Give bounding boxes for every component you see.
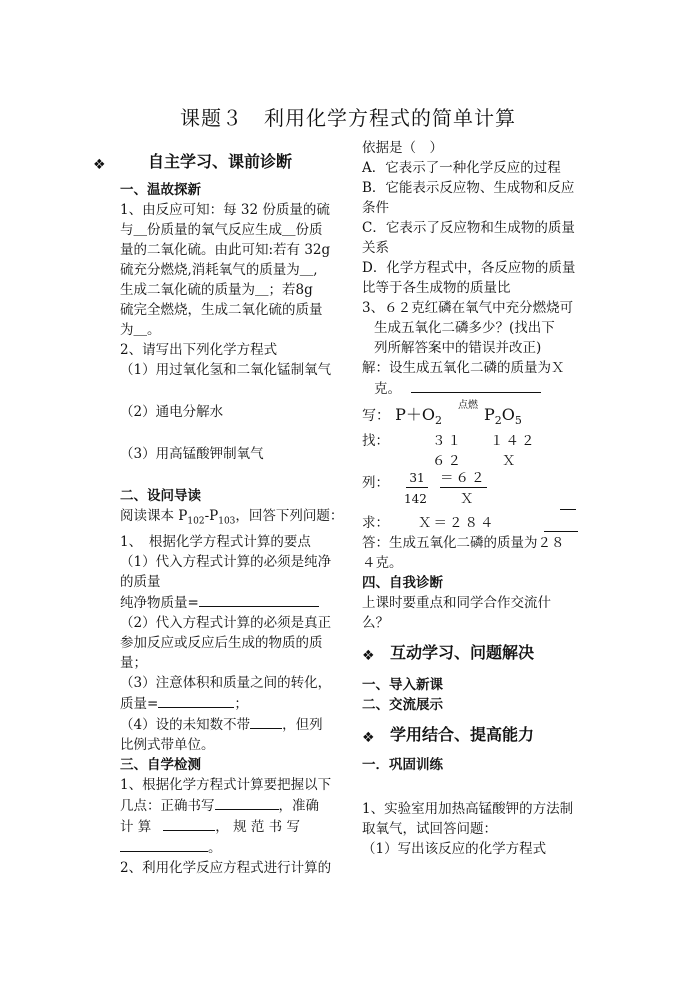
step-find: 找： ３１ １４２ ６２ Ｘ [362,433,537,469]
blank-field[interactable] [199,592,319,607]
heading-review: 一、温故探新 [120,182,201,198]
diamond-bullet-icon: ❖ [362,730,375,746]
blank-field[interactable] [158,693,234,708]
heading-guided-reading: 二、设问导读 [120,488,201,504]
section-heading-interactive: ❖ 互动学习、问题解决 [362,643,535,664]
page-title: 课题３ 利用化学方程式的简单计算 [180,106,516,130]
heading-self-check: 三、自学检测 [120,756,201,773]
blank-field[interactable] [215,795,279,810]
option-c: C．它表示了反应物和生成物的质量 [362,220,575,236]
option-a: A．它表示了一种化学反应的过程 [362,160,561,176]
section-heading-application: ❖ 学用结合、提高能力 [362,725,535,746]
step-proportion: 列： 31 142 ＝６２ Ｘ [362,471,580,513]
answer-underline [544,513,578,532]
diamond-bullet-icon: ❖ [93,157,106,173]
condition-label: 点燃 [458,400,478,411]
reading-assignment: 阅读课本 $P_{102}-P_{103}$，回答下列问题： [120,508,344,527]
section-heading-self-study: ❖ 自主学习、课前诊断 [93,152,293,173]
blank-field[interactable] [120,837,208,852]
blank-field[interactable] [163,816,215,831]
option-d: D．化学方程式中，各反应物的质量 [362,260,576,276]
right-column: 依据是（ ） A．它表示了一种化学反应的过程 B．它能表示反应物、生成物和反应 条件 C．它表示了反应物和生成物的质量 关系 D．化学方程式中，各反应物的质量 比等于各生成物的质量比 3、６２克红磷在氧气中充分燃烧可 生成五氧化二磷多少？(找出下 列所解答案中的错误并改正) 解：设生成五氧化二磷的质量为Ｘ 克。 写： $P+O_2$ 点燃 $P_2O_5$ 找： ３１ １４２ ６２ Ｘ 列： 31 142 ＝６２ Ｘ 求： Ｘ＝２８４ 答：生成五氧化二磷的质量为２８ ４克。 四、自我诊断 上课时要重点和同学合作交流什 么？ ❖ 互动学习、问题解决 一、导入新课 二、交流展示 ❖ 学用结合、提高能力 一．巩固训练 1、实验室用加热高锰酸钾的方法制 取氧气，试回答问题： （1）写出该反应的化学方程式 [362,138,580,859]
blank-field[interactable] [250,714,282,729]
blank-field[interactable] [560,495,576,510]
diamond-bullet-icon: ❖ [362,648,375,664]
heading-consolidation: 一．巩固训练 [362,757,443,773]
option-b: B．它能表示反应物、生成物和反应 [362,180,575,196]
left-column: ❖ 自主学习、课前诊断 一、温故探新 1、由反应可知：每 32 份质量的硫 与＿份质量的氧气反应生成＿份质 量的二氧化硫。由此可知:若有 32g 硫充分燃烧,消耗氧气的质量为＿, 生成二氧化硫的质量为＿；若8g 硫完全燃烧，生成二氧化硫的质量 为＿。 2、请写出下列化学方程式 （1）用过氧化氢和二氧化锰制氧气 （2）通电分解水 （3）用高锰酸钾制氧气 二、设问导读 阅读课本 $P_{102}-P_{103}$，回答下列问题： 1、 根据化学方程式计算的要点 （1）代入方程式计算的必须是纯净 的质量 纯净物质量= （2）代入方程式计算的必须是真正 参加反应或反应后生成的物质的质 量； （3）注意体积和质量之间的转化， 质量= ； （4）设的未知数不带 ，但列 比例式带单位。 三、自学检测 1、根据化学方程式计算要把握以下 几点：正确书写 ，准确 计 算 ， 规 范 书 写 。 2、利用化学反应方程式进行计算的 [93,152,344,876]
equation-write: 写： $P+O_2$ 点燃 $P_2O_5$ [362,399,580,431]
step-solve: 求： Ｘ＝２８４ [362,513,580,533]
heading-self-diagnosis: 四、自我诊断 [362,575,443,591]
